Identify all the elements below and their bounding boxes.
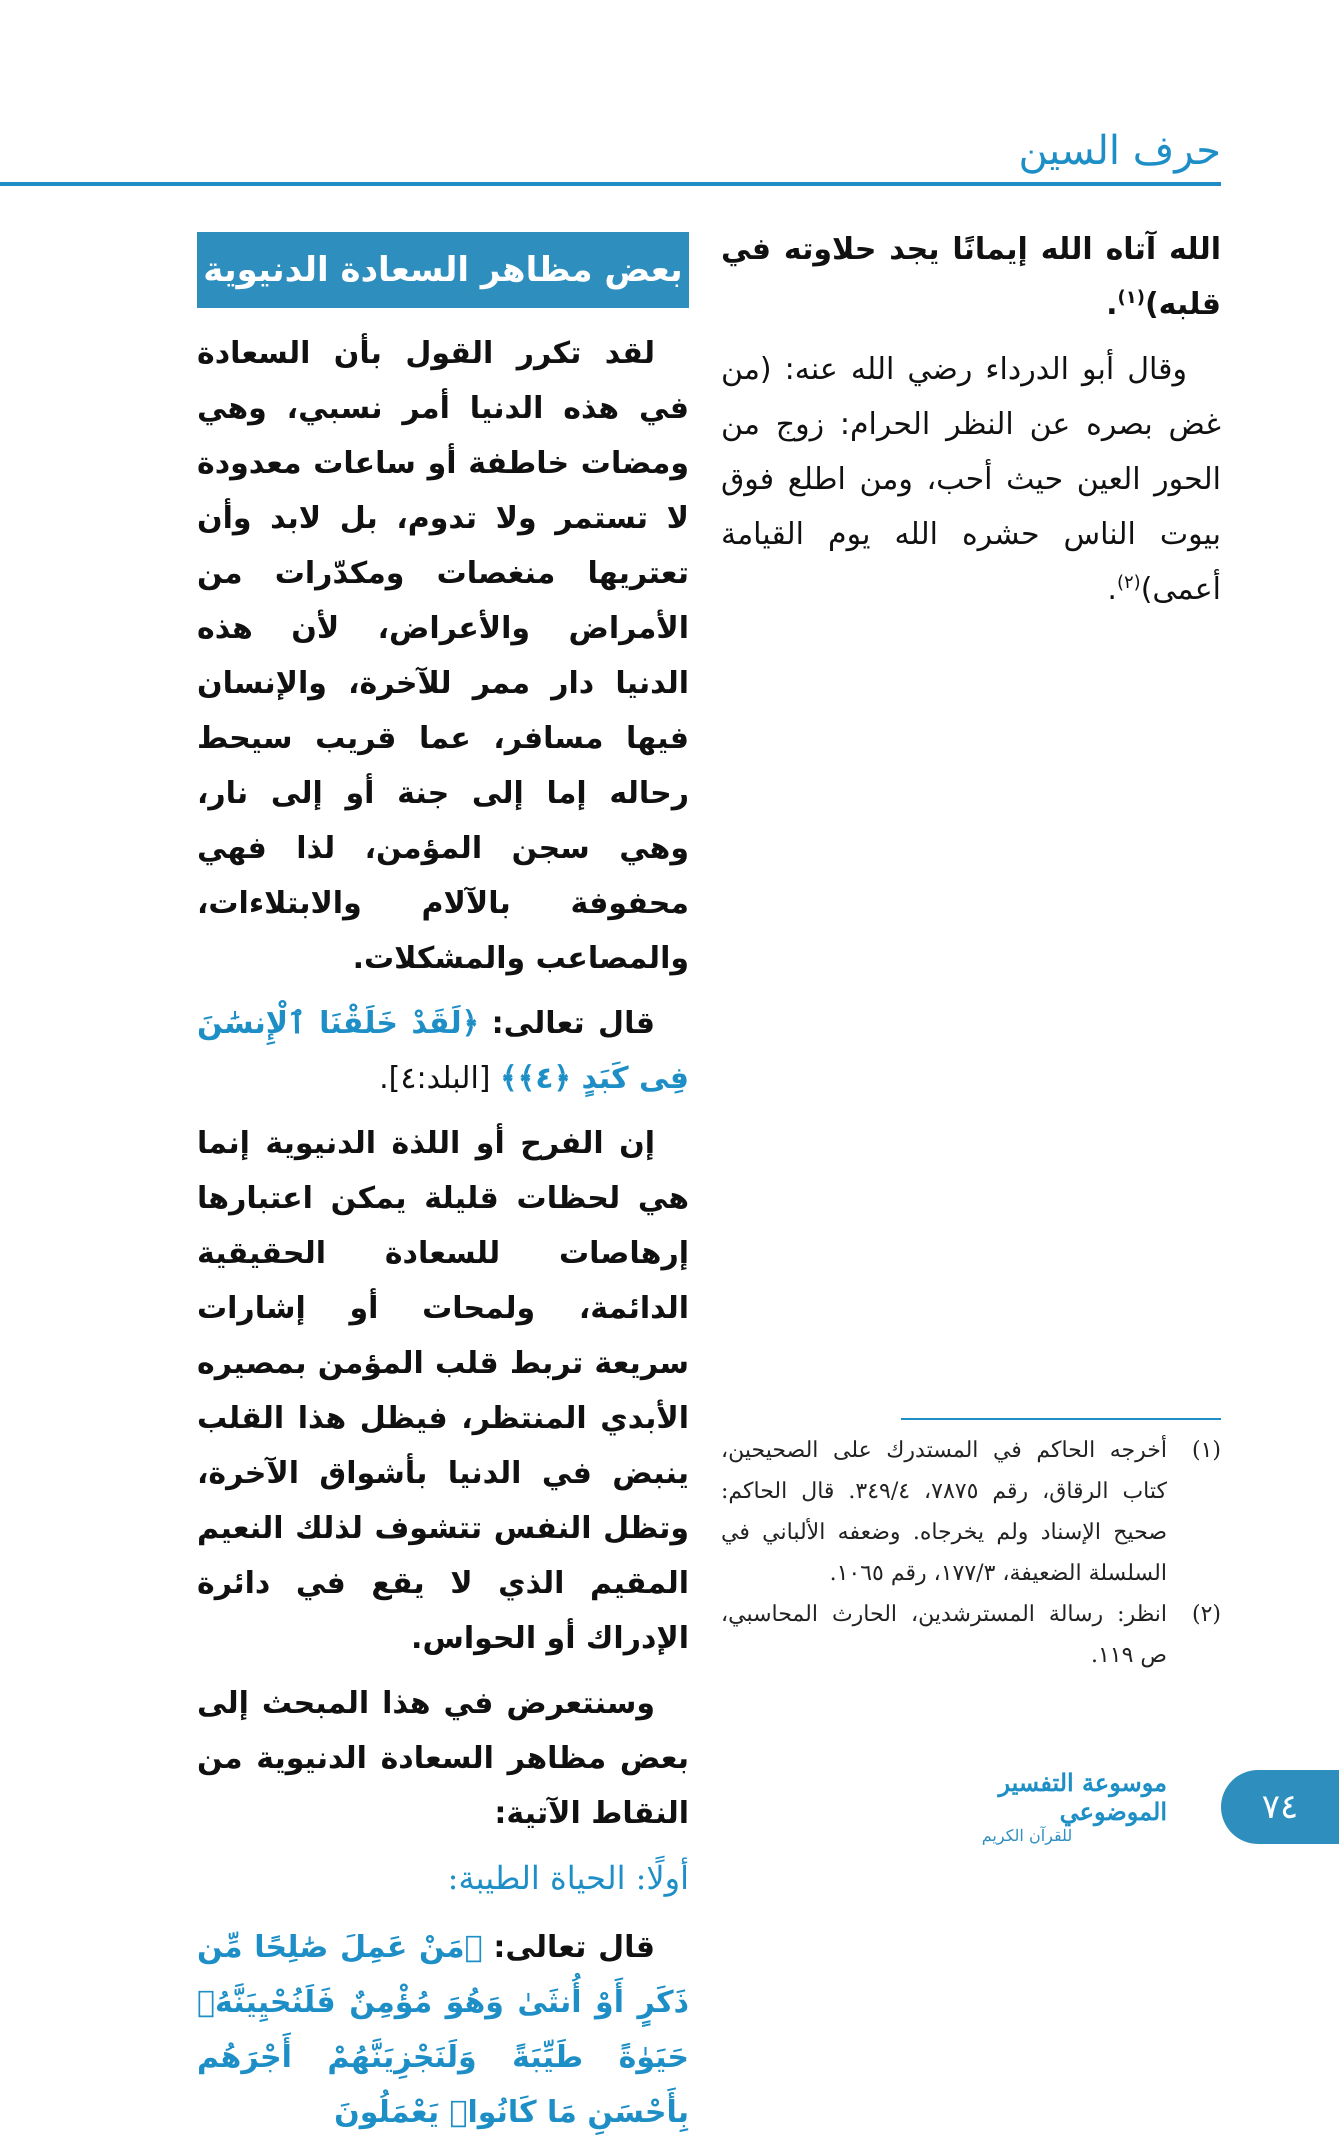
footnote-2: [721, 1594, 1221, 1676]
footnotes: [721, 1430, 1221, 1676]
left-column: [197, 232, 689, 2150]
left-paragraph-1: لقد تكرر القول بأن السعادة في هذه الدنيا أمر نسبي، وهي ومضات خاطفة أو ساعات معدودة لا تستمر ولا تدوم، بل لابد وأن تعتريها منغصات ومكدّرات من الأمراض والأعراض، لأن هذه الدنيا دار ممر للآخرة، والإنسان فيها مسافر، عما قريب سيحط رحاله إما إلى جنة أو إلى نار، وهي سجن المؤمن، لذا فهي محفوفة بالآلام والابتلاءات، والمصاعب والمشكلات.: [197, 336, 689, 976]
quote-2-verse: ﴿مَنْ عَمِلَ صَٰلِحًا مِّن ذَكَرٍ أَوْ أُنثَىٰ وَهُوَ مُؤْمِنٌ فَلَنُحْيِيَنَّهُۥ حَيَوٰةً طَيِّبَةً وَلَنَجْزِيَنَّهُمْ أَجْرَهُم بِأَحْسَنِ مَا كَانُوا۟ يَعْمَلُونَ: [197, 1930, 689, 2130]
footnote-ref-1[interactable]: (١): [1117, 287, 1145, 308]
page-number: ٧٤: [1221, 1770, 1339, 1844]
logo-main-text: موسوعة التفسير الموضوعي: [998, 1767, 1167, 1826]
quran-quote-1: [197, 996, 689, 1106]
page-header-title: حرف السين: [1018, 128, 1221, 174]
footnote-1-text: أخرجه الحاكم في المستدرك على الصحيحين، كتاب الرقاق، رقم ٧٨٧٥، ٣٤٩/٤. قال الحاكم: صحيح الإسناد ولم يخرجاه. وضعفه الألباني في السلسلة الضعيفة، ١٧٧/٣، رقم ١٠٦٥.: [721, 1438, 1167, 1586]
sub-heading: أولًا: الحياة الطيبة:: [447, 1859, 689, 1897]
right-paragraph-1: الله آتاه الله إيمانًا يجد حلاوته في قلبه)$^{(١)}$.: [721, 232, 1221, 322]
left-paragraph-2: إن الفرح أو اللذة الدنيوية إنما هي لحظات قليلة يمكن اعتبارها إرهاصات للسعادة الحقيقية الدائمة، ولمحات أو إشارات سريعة تربط قلب المؤمن بمصيره الأبدي المنتظر، فيظل هذا القلب ينبض في الدنيا بأشواق الآخرة، وتظل النفس تتشوف لذلك النعيم المقيم الذي لا يقع في دائرة الإدراك أو الحواس.: [197, 1126, 689, 1656]
footnote-1: [721, 1430, 1221, 1594]
section-title-box: بعض مظاهر السعادة الدنيوية: [197, 232, 689, 308]
footnote-2-number: (٢): [1191, 1602, 1221, 1627]
quran-quote-2: [197, 1920, 689, 2140]
footnote-1-number: (١): [1191, 1438, 1221, 1463]
quote-2-intro: قال تعالى:: [493, 1930, 656, 1965]
quote-1-intro: قال تعالى:: [491, 1006, 655, 1041]
right-column: [721, 222, 1221, 627]
quote-1-verse: ﴿لَقَدْ خَلَقْنَا ٱلْإِنسَٰنَ فِى كَبَدٍ ﴿٤﴾﴾: [197, 1006, 689, 1096]
footnote-ref-2[interactable]: (٢): [1116, 572, 1141, 593]
encyclopedia-logo: [887, 1760, 1167, 1852]
footnote-2-text: انظر: رسالة المسترشدين، الحارث المحاسبي، ص ١١٩.: [721, 1602, 1167, 1668]
footnote-rule: [901, 1418, 1221, 1420]
logo-sub-text: للقرآن الكريم: [981, 1825, 1073, 1845]
quote-1-reference: [البلد:٤].: [379, 1061, 491, 1096]
header-rule: [0, 182, 1221, 186]
right-paragraph-2: وقال أبو الدرداء رضي الله عنه: (من غض بصره عن النظر الحرام: زوج من الحور العين حيث أحب، ومن اطلع فوق بيوت الناس حشره الله يوم القيامة أعمى)$^{(٢)}$.: [721, 352, 1221, 607]
left-paragraph-3: وسنتعرض في هذا المبحث إلى بعض مظاهر السعادة الدنيوية من النقاط الآتية:: [197, 1686, 689, 1831]
